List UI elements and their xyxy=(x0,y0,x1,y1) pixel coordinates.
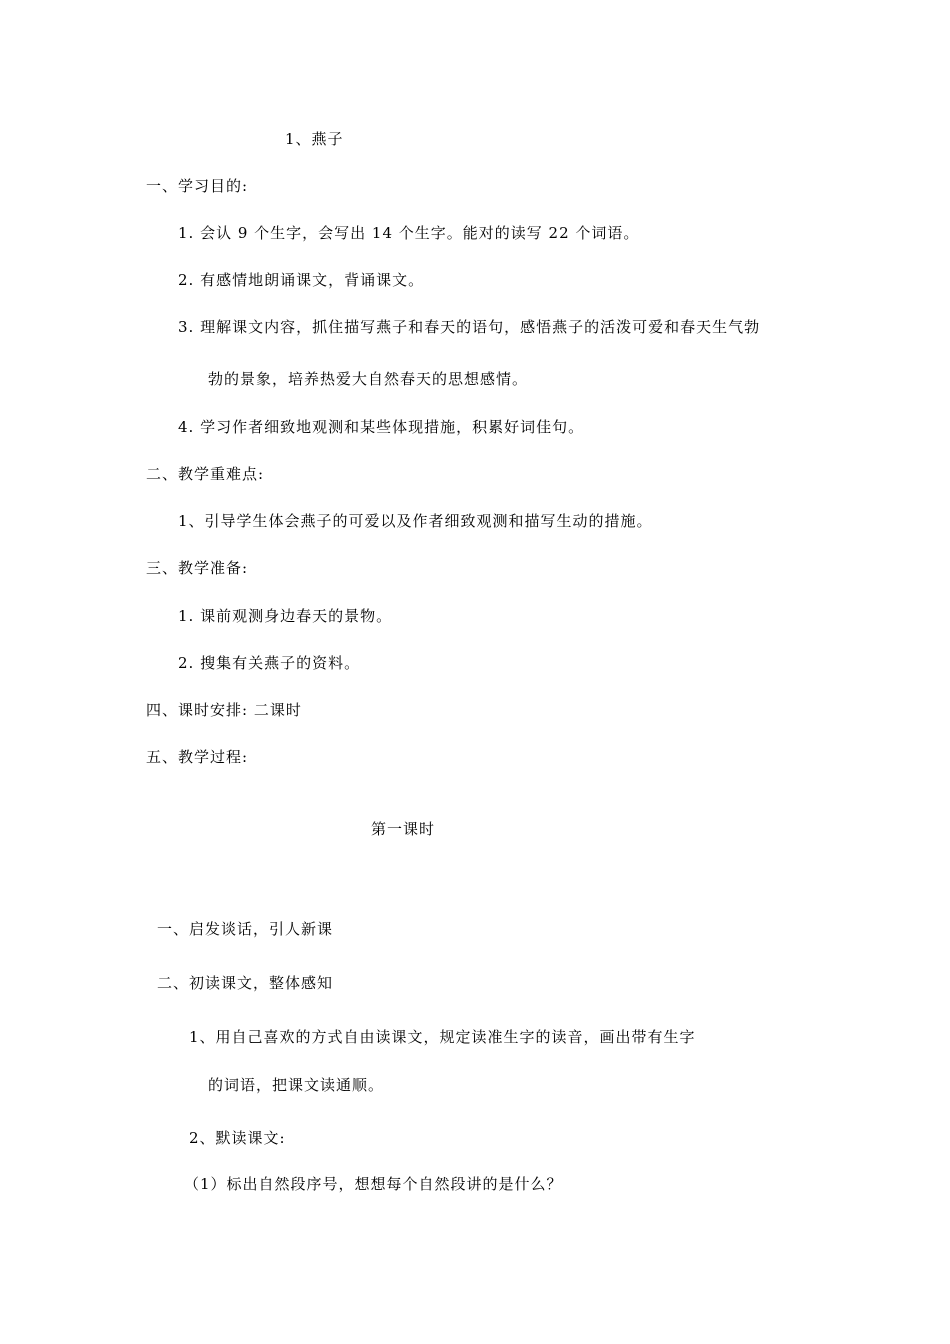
section-heading-schedule: 四、课时安排: 二课时 xyxy=(146,701,302,719)
section-heading-process: 五、教学过程: xyxy=(146,748,249,766)
lesson-substep-1: 1、用自己喜欢的方式自由读课文，规定读准生字的读音，画出带有生字 xyxy=(189,1028,696,1046)
objective-item-3-continued: 勃的景象，培养热爱大自然春天的思想感情。 xyxy=(208,370,529,388)
document-title: 1、燕子 xyxy=(285,130,344,148)
preparation-item-1: 1. 课前观测身边春天的景物。 xyxy=(178,607,393,625)
lesson-step-2: 二、初读课文，整体感知 xyxy=(157,974,334,992)
preparation-item-2: 2. 搜集有关燕子的资料。 xyxy=(178,654,361,672)
section-heading-preparation: 三、教学准备: xyxy=(146,559,249,577)
lesson-step-1: 一、启发谈话，引人新课 xyxy=(157,920,334,938)
section-heading-key-points: 二、教学重难点: xyxy=(146,465,265,483)
lesson-substep-1-continued: 的词语，把课文读通顺。 xyxy=(208,1076,385,1094)
lesson-substep-2: 2、默读课文: xyxy=(189,1129,286,1147)
objective-item-1: 1. 会认 9 个生字，会写出 14 个生字。能对的读写 22 个词语。 xyxy=(178,224,640,242)
objective-item-4: 4. 学习作者细致地观测和某些体现措施，积累好词佳句。 xyxy=(178,418,585,436)
objective-item-2: 2. 有感情地朗诵课文，背诵课文。 xyxy=(178,271,425,289)
objective-item-3: 3. 理解课文内容，抓住描写燕子和春天的语句，感悟燕子的活泼可爱和春天生气勃 xyxy=(178,318,761,336)
lesson-substep-2-1: （1）标出自然段序号，想想每个自然段讲的是什么？ xyxy=(184,1175,563,1193)
section-heading-objectives: 一、学习目的: xyxy=(146,177,249,195)
key-point-item-1: 1、引导学生体会燕子的可爱以及作者细致观测和描写生动的措施。 xyxy=(178,512,653,530)
lesson-title: 第一课时 xyxy=(371,820,436,838)
